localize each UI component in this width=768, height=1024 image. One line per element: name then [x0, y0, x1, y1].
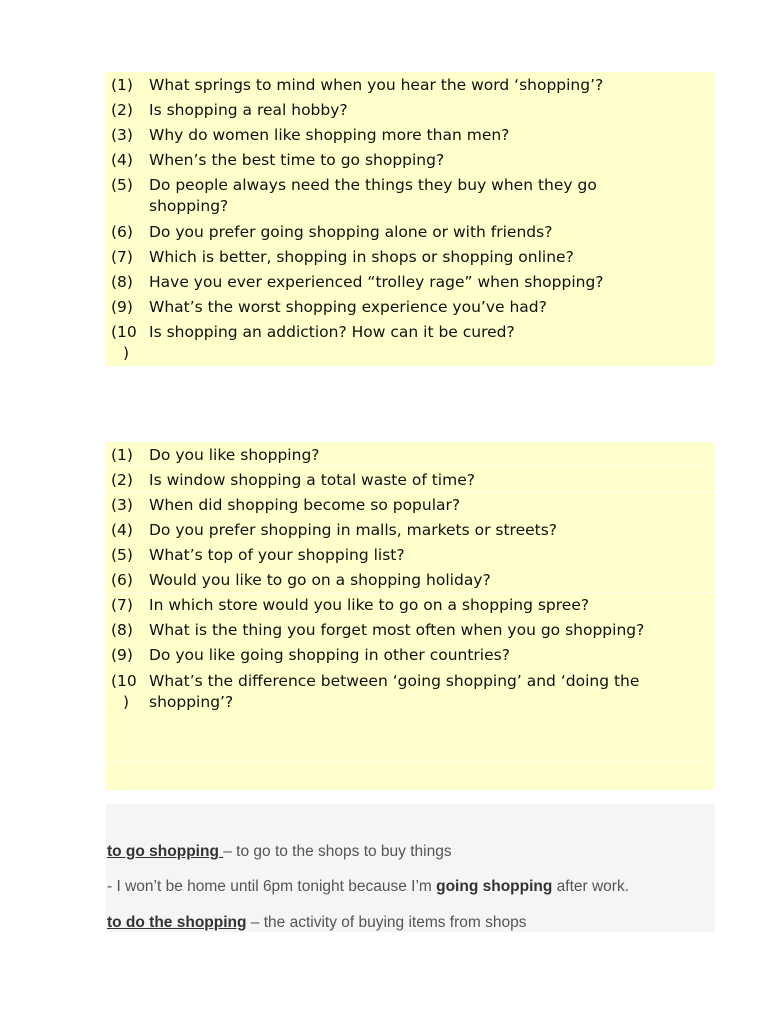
question-text: Would you like to go on a shopping holiday?	[149, 571, 491, 589]
question-text: When did shopping become so popular?	[149, 496, 461, 514]
vocab-definition-text: – the activity of buying items from shops	[246, 914, 527, 931]
row-divider	[106, 466, 715, 467]
example-text: - I won’t be home until 6pm tonight because I’m	[107, 878, 437, 895]
question-text: Do you prefer shopping in malls, markets or streets?	[149, 521, 558, 539]
question-text: When’s the best time to go shopping?	[149, 151, 445, 169]
question-number: (10	[111, 672, 137, 690]
question-number-continued: )	[123, 693, 130, 711]
vocabulary-section	[106, 804, 715, 932]
row-divider	[106, 491, 715, 492]
question-text: Is shopping a real hobby?	[149, 101, 348, 119]
question-number: (2)	[111, 101, 133, 119]
vocab-definition-2	[107, 914, 526, 932]
vocab-example	[107, 878, 629, 896]
question-number: (8)	[111, 273, 133, 291]
question-number: (5)	[111, 546, 133, 564]
question-number-continued: )	[123, 344, 130, 362]
row-divider	[106, 592, 715, 593]
row-divider	[106, 762, 715, 763]
question-text: Do you like going shopping in other countries?	[149, 646, 510, 664]
question-number: (4)	[111, 151, 133, 169]
vocab-definition-text: – to go to the shops to buy things	[223, 843, 452, 860]
example-highlight: going shopping	[436, 878, 553, 895]
question-number: (6)	[111, 571, 133, 589]
question-number: (9)	[111, 298, 133, 316]
question-text: In which store would you like to go on a shopping spree?	[149, 596, 590, 614]
question-text: Do people always need the things they buy when they go shopping?	[149, 176, 597, 215]
question-box-2	[106, 442, 715, 790]
question-text: What’s the difference between ‘going shopping’ and ‘doing the shopping’?	[149, 672, 640, 711]
vocab-definition-1	[107, 843, 452, 861]
vocab-term: to do the shopping	[107, 914, 247, 931]
question-text: Is window shopping a total waste of time?	[149, 471, 475, 489]
question-text: Which is better, shopping in shops or shopping online?	[149, 248, 574, 266]
question-text: Is shopping an addiction? How can it be cured?	[149, 323, 515, 341]
question-number: (6)	[111, 223, 133, 241]
question-number: (7)	[111, 596, 133, 614]
example-text-end: after work.	[552, 878, 630, 895]
question-number: (10	[111, 323, 137, 341]
question-text: Why do women like shopping more than men?	[149, 126, 510, 144]
question-text: Do you prefer going shopping alone or with friends?	[149, 223, 553, 241]
question-text: What’s top of your shopping list?	[149, 546, 405, 564]
vocab-term: to go shopping	[107, 843, 224, 860]
question-number: (9)	[111, 646, 133, 664]
question-text: Have you ever experienced “trolley rage” when shopping?	[149, 273, 604, 291]
question-number: (1)	[111, 76, 133, 94]
question-text: What springs to mind when you hear the word ‘shopping’?	[149, 76, 604, 94]
question-text: What is the thing you forget most often when you go shopping?	[149, 621, 645, 639]
question-number: (8)	[111, 621, 133, 639]
question-number: (2)	[111, 471, 133, 489]
question-number: (3)	[111, 496, 133, 514]
question-number: (3)	[111, 126, 133, 144]
question-text: What’s the worst shopping experience you’ve had?	[149, 298, 547, 316]
question-number: (7)	[111, 248, 133, 266]
question-box-1	[106, 72, 715, 366]
question-number: (5)	[111, 176, 133, 194]
question-number: (4)	[111, 521, 133, 539]
question-number: (1)	[111, 446, 133, 464]
question-text: Do you like shopping?	[149, 446, 320, 464]
